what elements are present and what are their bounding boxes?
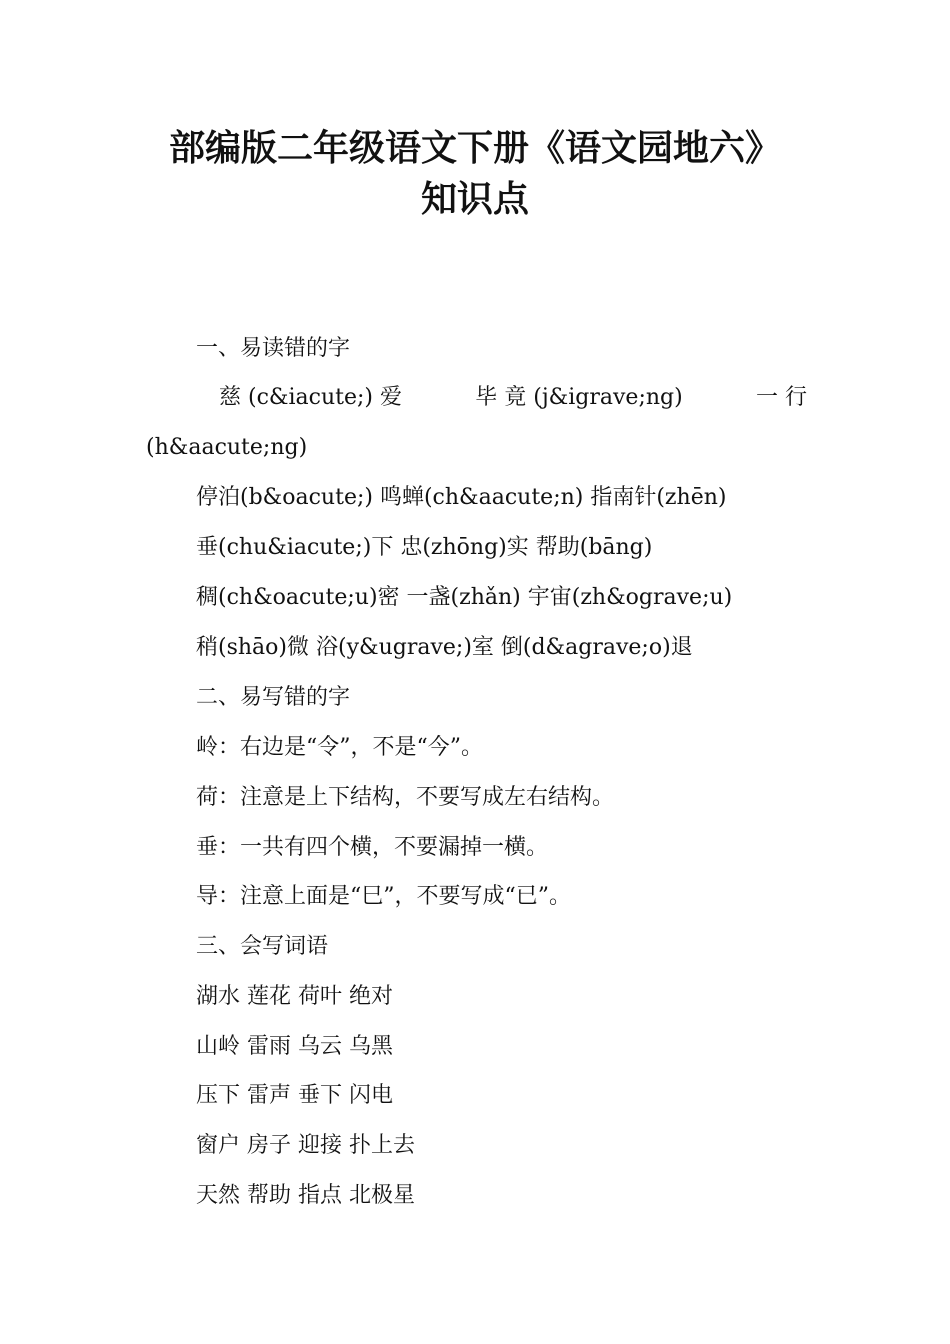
- vocabulary-row-2: 山岭 雷雨 乌云 乌黑: [196, 1034, 393, 1059]
- misread-item-yi-hang: 一 行: [756, 385, 807, 410]
- misread-row-4: 稠(ch&oacute;u)密 一盏(zhǎn) 宇宙(zh&ograve;u): [196, 585, 733, 610]
- misread-row-3: 垂(chu&iacute;)下 忠(zhōng)实 帮助(bāng): [196, 535, 653, 560]
- section-heading-miswritten-chars: 二、易写错的字: [196, 685, 351, 710]
- misread-row-1-continuation: (h&aacute;ng): [146, 435, 308, 460]
- section-heading-vocabulary: 三、会写词语: [196, 934, 329, 959]
- miswritten-row-1: 岭：右边是“令”，不是“今”。: [196, 735, 483, 760]
- document-title-line-2: 知识点: [420, 179, 529, 220]
- vocabulary-row-5: 天然 帮助 指点 北极星: [196, 1183, 415, 1208]
- misread-item-ci-ai: 慈 (c&iacute;) 爱: [219, 385, 402, 410]
- misread-item-bi-jing: 毕 竟 (j&igrave;ng): [475, 385, 683, 410]
- misread-row-2: 停泊(b&oacute;) 鸣蝉(ch&aacute;n) 指南针(zhēn): [196, 485, 727, 510]
- vocabulary-row-3: 压下 雷声 垂下 闪电: [196, 1083, 393, 1108]
- misread-row-5: 稍(shāo)微 浴(y&ugrave;)室 倒(d&agrave;o)退: [196, 635, 693, 660]
- vocabulary-row-4: 窗户 房子 迎接 扑上去: [196, 1133, 415, 1158]
- misread-row-1: [219, 383, 807, 413]
- miswritten-row-4: 导：注意上面是“巳”，不要写成“已”。: [196, 884, 571, 909]
- vocabulary-row-1: 湖水 莲花 荷叶 绝对: [196, 984, 393, 1009]
- miswritten-row-3: 垂：一共有四个横，不要漏掉一横。: [196, 835, 549, 860]
- document-title-line-1: 部编版二年级语文下册《语文园地六》: [168, 128, 781, 169]
- miswritten-row-2: 荷：注意是上下结构，不要写成左右结构。: [196, 785, 615, 810]
- section-heading-misread-chars: 一、易读错的字: [196, 336, 351, 361]
